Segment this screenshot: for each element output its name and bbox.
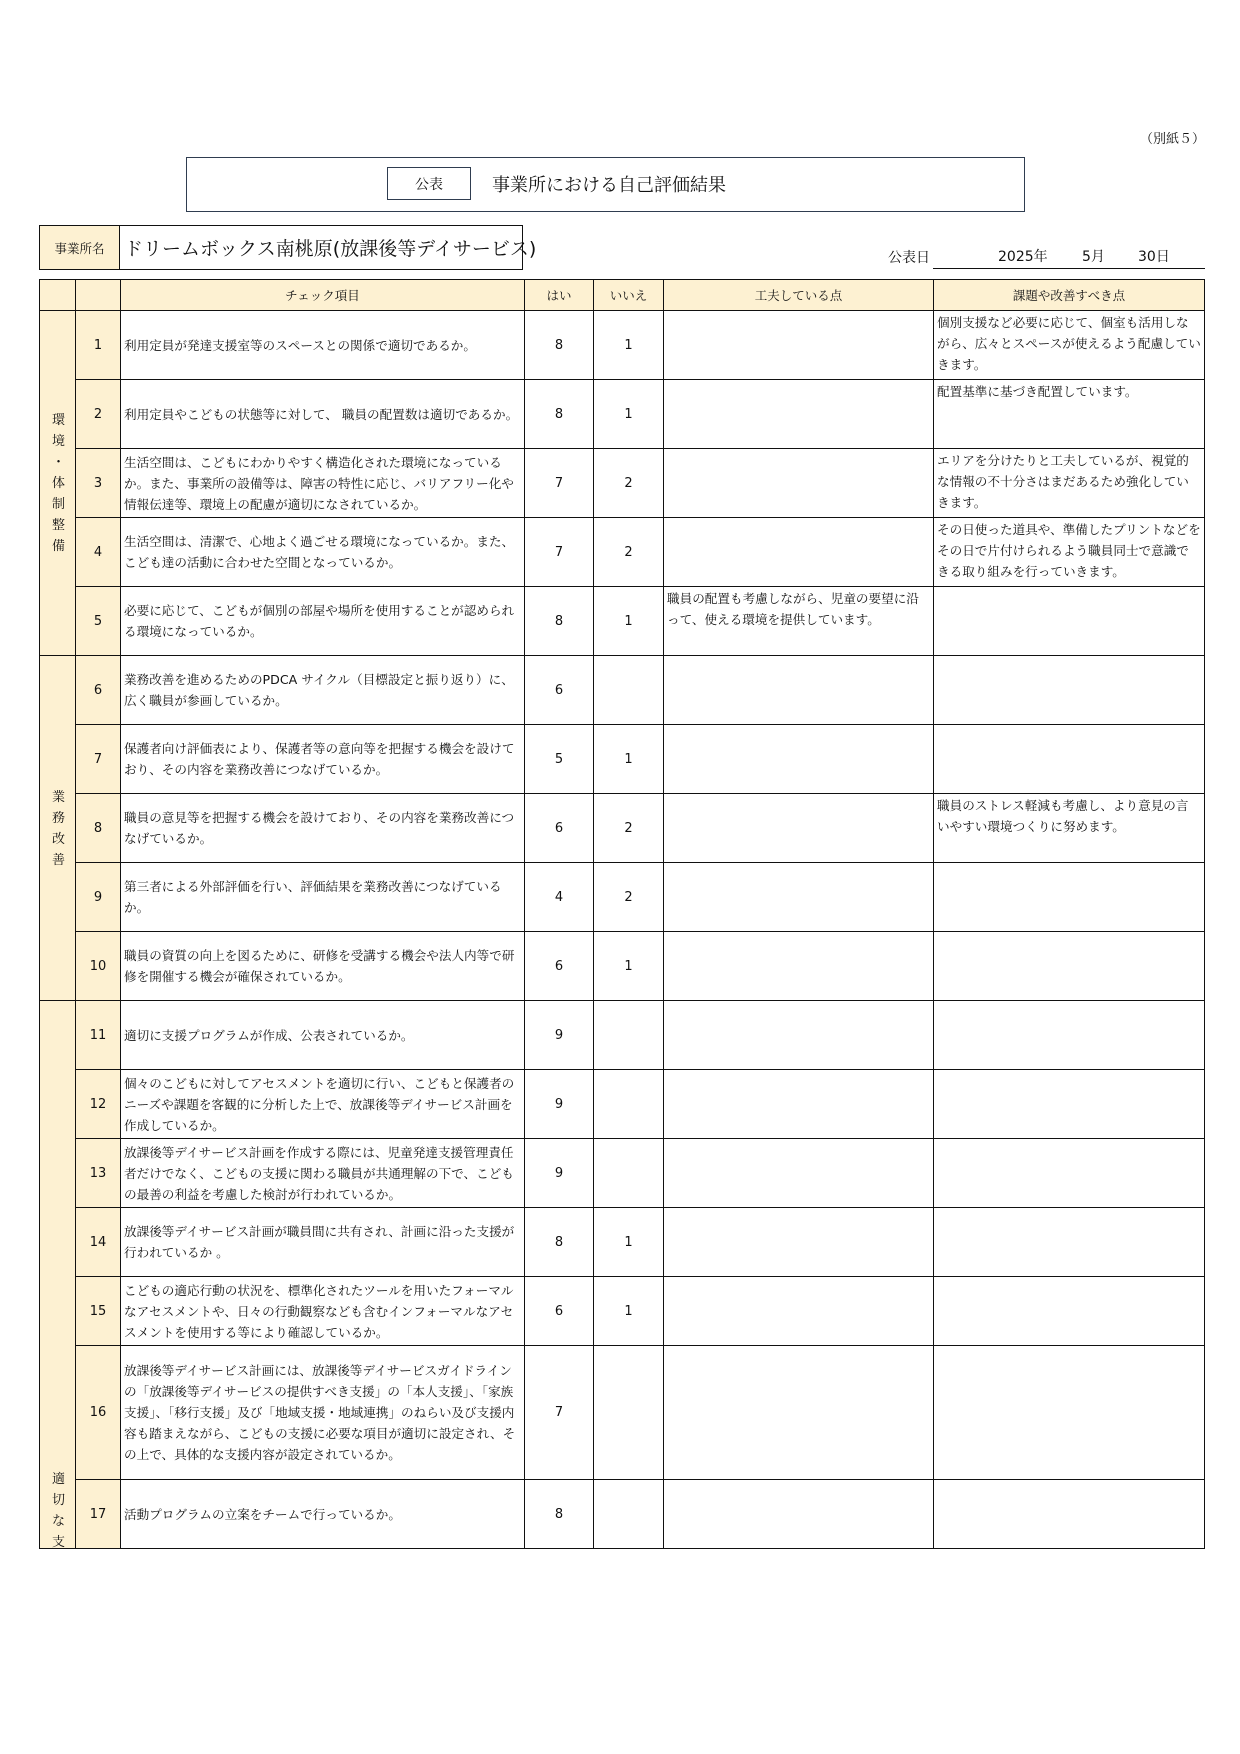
issues-cell: 職員のストレス軽減も考慮し、より意見の言いやすい環境つくりに努めます。 xyxy=(934,794,1205,863)
issues-cell: 個別支援など必要に応じて、個室も活用しながら、広々とスペースが使えるよう配慮していきます。 xyxy=(934,311,1205,380)
row-number: 3 xyxy=(76,449,121,518)
row-number: 5 xyxy=(76,587,121,656)
check-item-text: 放課後等デイサービス計画を作成する際には、児童発達支援管理責任者だけでなく、こどもの支援に関わる職員が共通理解の下で、こどもの最善の利益を考慮した検討が行われているか。 xyxy=(121,1139,525,1208)
efforts-cell xyxy=(664,518,934,587)
category-char: 業 xyxy=(51,790,65,805)
attachment-label: （別紙５） xyxy=(1140,132,1206,147)
issues-cell xyxy=(934,587,1205,656)
no-count: 1 xyxy=(594,1208,664,1277)
efforts-cell xyxy=(664,725,934,794)
row-number: 8 xyxy=(76,794,121,863)
issues-cell xyxy=(934,656,1205,725)
row-number: 10 xyxy=(76,932,121,1001)
header-check-item: チェック項目 xyxy=(121,279,525,311)
yes-count: 5 xyxy=(525,725,594,794)
row-number: 6 xyxy=(76,656,121,725)
efforts-cell xyxy=(664,1070,934,1139)
header-efforts: 工夫している点 xyxy=(664,279,934,311)
issues-cell: 配置基準に基づき配置しています。 xyxy=(934,380,1205,449)
publication-month: 5月 xyxy=(1082,249,1105,265)
check-item-text: 個々のこどもに対してアセスメントを適切に行い、こどもと保護者のニーズや課題を客観的に分析した上で、放課後等デイサービス計画を作成しているか。 xyxy=(121,1070,525,1139)
no-count: 1 xyxy=(594,1277,664,1346)
category-char: 整 xyxy=(51,518,65,533)
row-number: 12 xyxy=(76,1070,121,1139)
no-count xyxy=(594,1346,664,1480)
no-count xyxy=(594,1480,664,1549)
category-char: な xyxy=(51,1514,65,1529)
public-badge: 公表 xyxy=(387,167,471,200)
check-item-text: 第三者による外部評価を行い、評価結果を業務改善につなげているか。 xyxy=(121,863,525,932)
efforts-cell xyxy=(664,656,934,725)
no-count xyxy=(594,656,664,725)
efforts-cell xyxy=(664,1277,934,1346)
category-char: 備 xyxy=(51,539,65,554)
efforts-cell xyxy=(664,1480,934,1549)
yes-count: 7 xyxy=(525,1346,594,1480)
row-number: 7 xyxy=(76,725,121,794)
row-number: 13 xyxy=(76,1139,121,1208)
row-number: 9 xyxy=(76,863,121,932)
no-count: 2 xyxy=(594,449,664,518)
issues-cell xyxy=(934,1277,1205,1346)
efforts-cell xyxy=(664,1208,934,1277)
no-count: 1 xyxy=(594,311,664,380)
publication-date-label: 公表日 xyxy=(888,250,930,266)
check-item-text: 活動プログラムの立案をチームで行っているか。 xyxy=(121,1480,525,1549)
yes-count: 8 xyxy=(525,311,594,380)
row-number: 2 xyxy=(76,380,121,449)
yes-count: 6 xyxy=(525,932,594,1001)
no-count: 1 xyxy=(594,932,664,1001)
issues-cell xyxy=(934,932,1205,1001)
header-issues: 課題や改善すべき点 xyxy=(934,279,1205,311)
yes-count: 9 xyxy=(525,1070,594,1139)
efforts-cell xyxy=(664,932,934,1001)
efforts-cell xyxy=(664,863,934,932)
no-count: 2 xyxy=(594,794,664,863)
header-category xyxy=(39,279,76,311)
header-no: いいえ xyxy=(594,279,664,311)
issues-cell xyxy=(934,1070,1205,1139)
title-box xyxy=(186,157,1025,212)
row-number: 11 xyxy=(76,1001,121,1070)
yes-count: 6 xyxy=(525,656,594,725)
yes-count: 9 xyxy=(525,1139,594,1208)
evaluation-table xyxy=(39,279,1205,1550)
no-count: 1 xyxy=(594,587,664,656)
check-item-text: 利用定員が発達支援室等のスペースとの関係で適切であるか。 xyxy=(121,311,525,380)
check-item-text: 職員の意見等を把握する機会を設けており、その内容を業務改善につなげているか。 xyxy=(121,794,525,863)
check-item-text: 適切に支援プログラムが作成、公表されているか。 xyxy=(121,1001,525,1070)
category-cell xyxy=(39,1001,76,1549)
issues-cell xyxy=(934,1208,1205,1277)
yes-count: 4 xyxy=(525,863,594,932)
check-item-text: 生活空間は、こどもにわかりやすく構造化された環境になっているか。また、事業所の設備等は、障害の特性に応じ、バリアフリー化や情報伝達等、環境上の配慮が適切になされているか。 xyxy=(121,449,525,518)
efforts-cell xyxy=(664,1139,934,1208)
category-char: 制 xyxy=(51,497,65,512)
check-item-text: 利用定員やこどもの状態等に対して、 職員の配置数は適切であるか。 xyxy=(121,380,525,449)
issues-cell xyxy=(934,863,1205,932)
category-char: 体 xyxy=(51,476,65,491)
issues-cell: その日使った道具や、準備したプリントなどをその日で片付けられるよう職員同士で意識できる取り組みを行っていきます。 xyxy=(934,518,1205,587)
row-number: 4 xyxy=(76,518,121,587)
issues-cell xyxy=(934,725,1205,794)
check-item-text: 生活空間は、清潔で、心地よく過ごせる環境になっているか。また、こども達の活動に合わせた空間となっているか。 xyxy=(121,518,525,587)
check-item-text: 保護者向け評価表により、保護者等の意向等を把握する機会を設けており、その内容を業務改善につなげているか。 xyxy=(121,725,525,794)
yes-count: 8 xyxy=(525,1208,594,1277)
efforts-cell: 職員の配置も考慮しながら、児童の要望に沿って、使える環境を提供しています。 xyxy=(664,587,934,656)
check-item-text: 放課後等デイサービス計画には、放課後等デイサービスガイドラインの「放課後等デイサービスの提供すべき支援」の「本人支援」、「家族支援」、「移行支援」及び「地域支援・地域連携」のねらい及び支援内容も踏まえながら、こどもの支援に必要な項目が適切に設定され、その上で、具体的な支援内容が設定されているか。 xyxy=(121,1346,525,1480)
category-char: 境 xyxy=(51,434,65,449)
office-name-label: 事業所名 xyxy=(39,225,120,270)
row-number: 14 xyxy=(76,1208,121,1277)
header-number xyxy=(76,279,121,311)
row-number: 15 xyxy=(76,1277,121,1346)
category-cell xyxy=(39,656,76,1001)
row-number: 17 xyxy=(76,1480,121,1549)
publication-day: 30日 xyxy=(1138,249,1170,265)
efforts-cell xyxy=(664,311,934,380)
check-item-text: 放課後等デイサービス計画が職員間に共有され、計画に沿った支援が行われているか 。 xyxy=(121,1208,525,1277)
no-count xyxy=(594,1070,664,1139)
no-count: 1 xyxy=(594,380,664,449)
issues-cell: エリアを分けたりと工夫しているが、視覚的な情報の不十分さはまだあるため強化していきます。 xyxy=(934,449,1205,518)
check-item-text: 職員の資質の向上を図るために、研修を受講する機会や法人内等で研修を開催する機会が確保されているか。 xyxy=(121,932,525,1001)
yes-count: 8 xyxy=(525,380,594,449)
category-char: 切 xyxy=(51,1493,65,1508)
category-char: ・ xyxy=(51,455,65,470)
category-char: 支 xyxy=(51,1535,65,1550)
header-yes: はい xyxy=(525,279,594,311)
issues-cell xyxy=(934,1346,1205,1480)
office-name-value: ドリームボックス南桃原(放課後等デイサービス) xyxy=(119,225,523,270)
issues-cell xyxy=(934,1480,1205,1549)
row-number: 16 xyxy=(76,1346,121,1480)
yes-count: 6 xyxy=(525,794,594,863)
row-number: 1 xyxy=(76,311,121,380)
check-item-text: こどもの適応行動の状況を、標準化されたツールを用いたフォーマルなアセスメントや、日々の行動観察なども含むインフォーマルなアセスメントを使用する等により確認しているか。 xyxy=(121,1277,525,1346)
check-item-text: 必要に応じて、こどもが個別の部屋や場所を使用することが認められる環境になっているか。 xyxy=(121,587,525,656)
yes-count: 8 xyxy=(525,587,594,656)
publication-date-underline xyxy=(933,268,1205,269)
document-title: 事業所における自己評価結果 xyxy=(492,175,726,196)
no-count: 2 xyxy=(594,518,664,587)
no-count xyxy=(594,1001,664,1070)
efforts-cell xyxy=(664,794,934,863)
no-count xyxy=(594,1139,664,1208)
category-char: 環 xyxy=(51,413,65,428)
efforts-cell xyxy=(664,380,934,449)
yes-count: 7 xyxy=(525,449,594,518)
yes-count: 6 xyxy=(525,1277,594,1346)
category-char: 善 xyxy=(51,853,65,868)
category-cell xyxy=(39,311,76,656)
no-count: 2 xyxy=(594,863,664,932)
efforts-cell xyxy=(664,449,934,518)
issues-cell xyxy=(934,1139,1205,1208)
no-count: 1 xyxy=(594,725,664,794)
efforts-cell xyxy=(664,1346,934,1480)
issues-cell xyxy=(934,1001,1205,1070)
category-char: 改 xyxy=(51,832,65,847)
yes-count: 8 xyxy=(525,1480,594,1549)
yes-count: 9 xyxy=(525,1001,594,1070)
category-char: 務 xyxy=(51,811,65,826)
efforts-cell xyxy=(664,1001,934,1070)
category-char: 適 xyxy=(51,1472,65,1487)
check-item-text: 業務改善を進めるためのPDCA サイクル（目標設定と振り返り）に、広く職員が参画しているか。 xyxy=(121,656,525,725)
yes-count: 7 xyxy=(525,518,594,587)
publication-year: 2025年 xyxy=(998,249,1048,265)
